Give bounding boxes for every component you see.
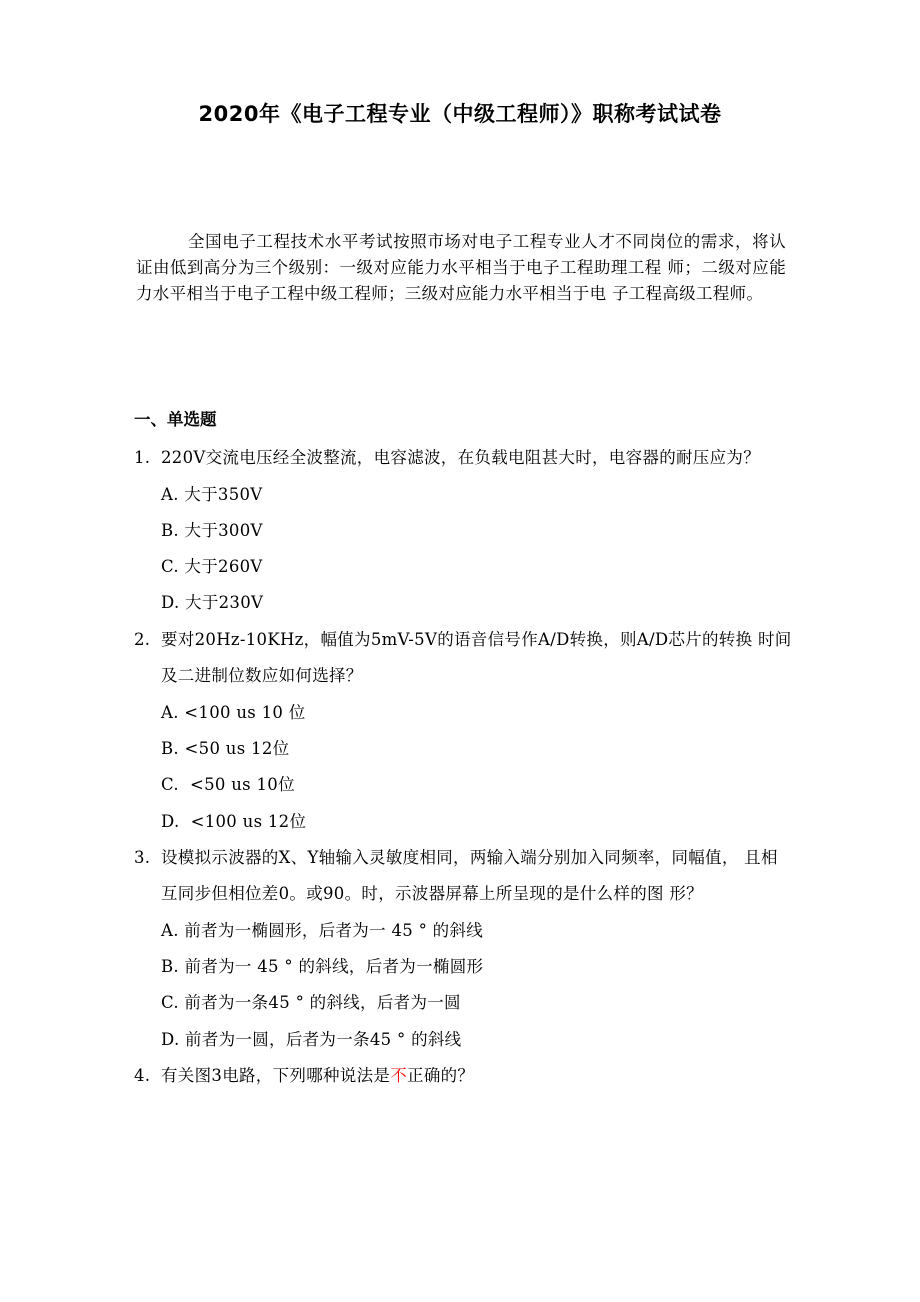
emphasis-not: 不	[390, 1066, 408, 1086]
question-number: 4.	[134, 1066, 151, 1086]
question-number: 1.	[134, 448, 151, 467]
option-b: B. 前者为一 45 ° 的斜线，后者为一椭圆形	[161, 957, 484, 977]
option-d: D. <100 us 12位	[161, 811, 307, 831]
option-d: D. 大于230V	[161, 593, 264, 613]
option-c: C. 大于260V	[161, 557, 263, 577]
question-text-after: 正确的？	[407, 1066, 475, 1086]
question-3	[134, 840, 794, 1058]
option-list	[134, 477, 794, 622]
question-2	[134, 622, 794, 840]
option-c: C. 前者为一条45 ° 的斜线，后者为一圆	[161, 993, 461, 1013]
question-1	[134, 440, 794, 622]
question-text: 设模拟示波器的X、Y轴输入灵敏度相同，两输入端分别加入同频率，同幅值， 且相互同步但相位差0。或90。时，示波器屏幕上所呈现的是什么样的图 形？	[161, 847, 778, 904]
option-b: B. <50 us 12位	[161, 738, 290, 758]
option-d: D. 前者为一圆，后者为一条45 ° 的斜线	[161, 1029, 462, 1049]
question-text: 220V交流电压经全波整流，电容滤波，在负载电阻甚大时，电容器的耐压应为？	[161, 448, 761, 467]
question-text: 要对20Hz-10KHz，幅值为5mV-5V的语音信号作A/D转换，则A/D芯片的转换 时间及二进制位数应如何选择？	[161, 629, 792, 686]
question-list	[134, 440, 794, 1095]
question-number: 2.	[134, 629, 151, 649]
option-a: A. 前者为一椭圆形，后者为一 45 ° 的斜线	[161, 920, 484, 940]
option-list	[134, 695, 794, 840]
question-text-before: 有关图3电路，下列哪种说法是	[161, 1066, 391, 1086]
question-text	[161, 1058, 794, 1095]
option-b: B. 大于300V	[161, 520, 263, 540]
option-a: A. <100 us 10 位	[161, 702, 306, 722]
option-a: A. 大于350V	[161, 484, 263, 504]
section-title: 一、单选题	[134, 410, 217, 429]
question-number: 3.	[134, 847, 151, 867]
question-4	[134, 1058, 794, 1095]
intro-paragraph: 全国电子工程技术水平考试按照市场对电子工程专业人才不同岗位的需求，将认证由低到高分为三个级别：一级对应能力水平相当于电子工程助理工程 师；二级对应能力水平相当于电子工程中级工程师；三级对应能力水平相当于电 子工程高级工程师。	[136, 231, 786, 303]
option-list	[134, 913, 794, 1058]
document-title: 2020年《电子工程专业（中级工程师）》职称考试试卷	[198, 102, 722, 126]
option-c: C. <50 us 10位	[161, 775, 295, 795]
